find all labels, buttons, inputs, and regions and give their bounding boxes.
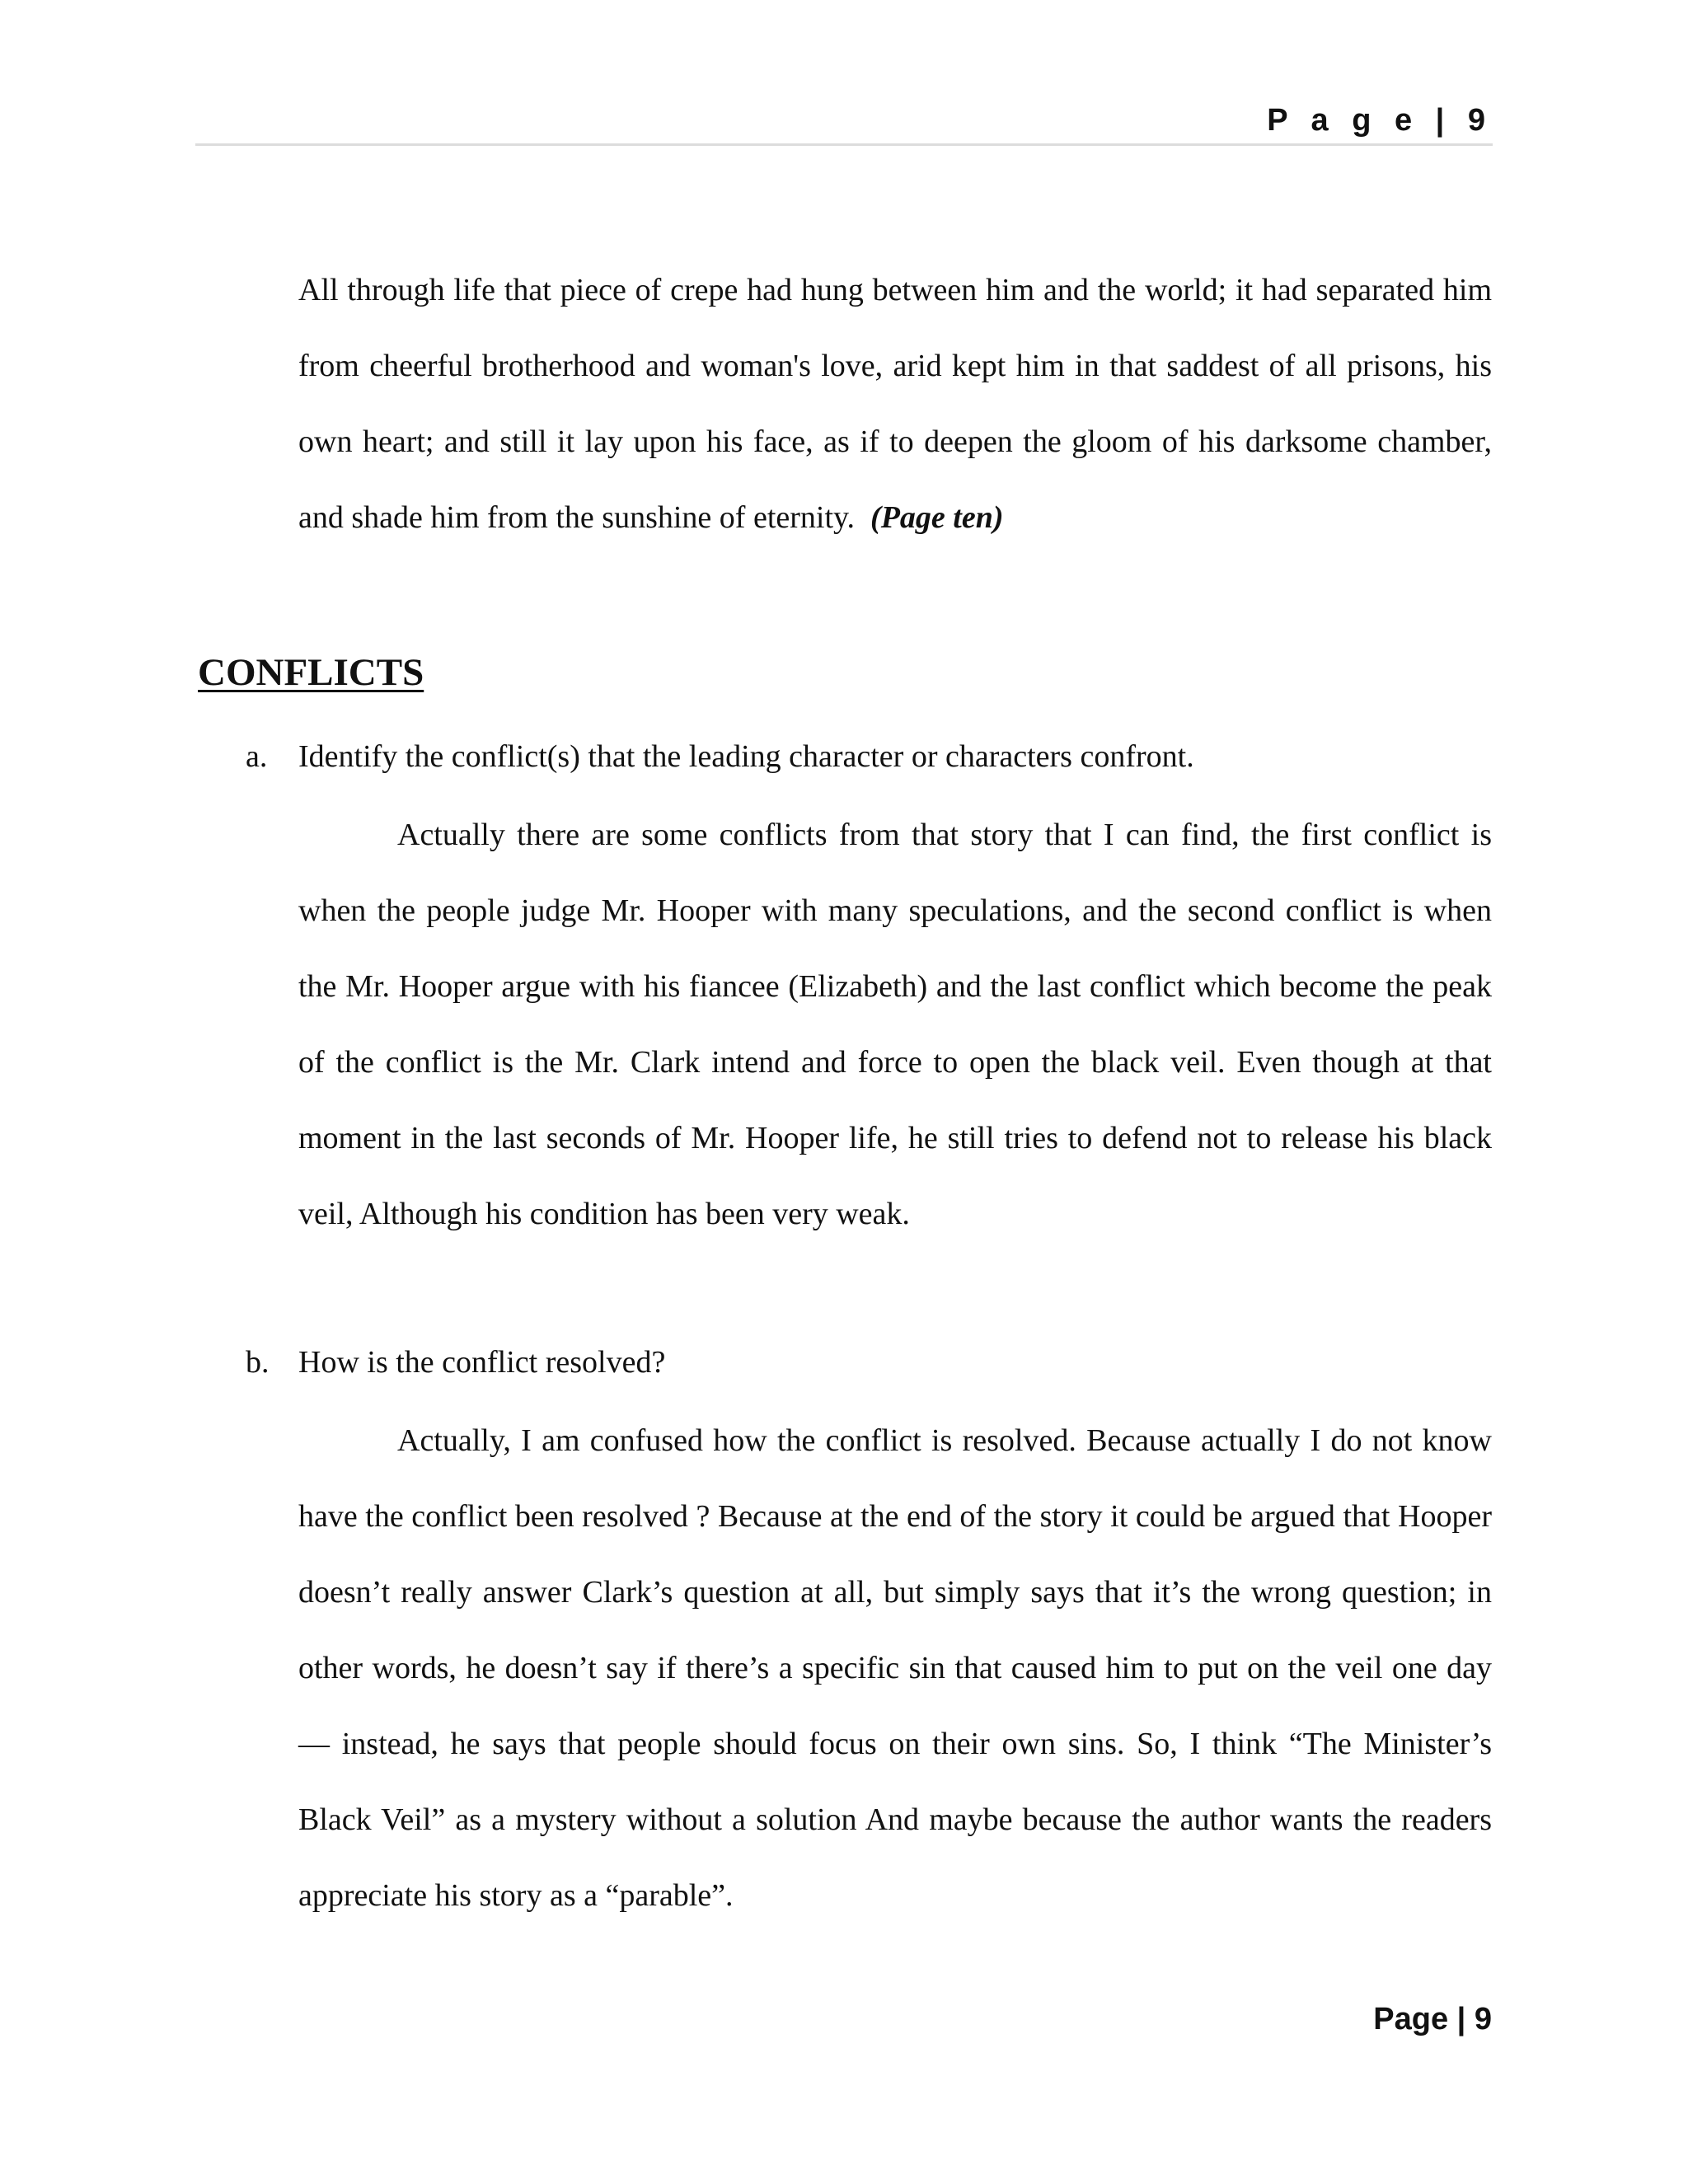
header-page-number: P a g e | 9	[1267, 103, 1493, 138]
quote-text: All through life that piece of crepe had hung between him and the world; it had separated him from cheerful brotherhood and woman's love, arid kept him in that saddest of all prisons, his own heart; and still it lay upon his face, as if to deepen the gloom of his darksome chamber, and shade him from the sunshine of eternity.	[298, 273, 1492, 535]
answer-b-paragraph: Actually, I am confused how the conflict is resolved. Because actually I do not know have the conflict been resolved ? Because at the end of the story it could be argued that Hooper doesn’t really answer Clark’s question at all, but simply says that it’s the wrong question; in other words, he doesn’t say if there’s a specific sin that caused him to put on the veil one day — instead, he says that people should focus on their own sins. So, I think “The Minister’s Black Veil” as a mystery without a solution And maybe because the author wants the readers appreciate his story as a “parable”.	[298, 1423, 1492, 1913]
section-title-conflicts: CONFLICTS	[198, 651, 424, 694]
quote-reference: (Page ten)	[870, 500, 1004, 535]
question-b-text: How is the conflict resolved?	[298, 1345, 666, 1380]
page-header	[195, 97, 1493, 146]
question-b-marker: b.	[246, 1345, 270, 1380]
answer-a-paragraph: Actually there are some conflicts from that story that I can find, the first conflict is when the people judge Mr. Hooper with many speculations, and the second conflict is when the Mr. Hooper argue with his fiancee (Elizabeth) and the last conflict which become the peak of the conflict is the Mr. Clark intend and force to open the black veil. Even though at that moment in the last seconds of Mr. Hooper life, he still tries to defend not to release his black veil, Although his condition has been very weak.	[298, 818, 1492, 1231]
footer-page-number: Page | 9	[1373, 2002, 1492, 2036]
quote-paragraph	[298, 252, 1492, 555]
question-a-marker: a.	[246, 739, 268, 774]
question-a-text: Identify the conflict(s) that the leading character or characters confront.	[298, 739, 1194, 774]
